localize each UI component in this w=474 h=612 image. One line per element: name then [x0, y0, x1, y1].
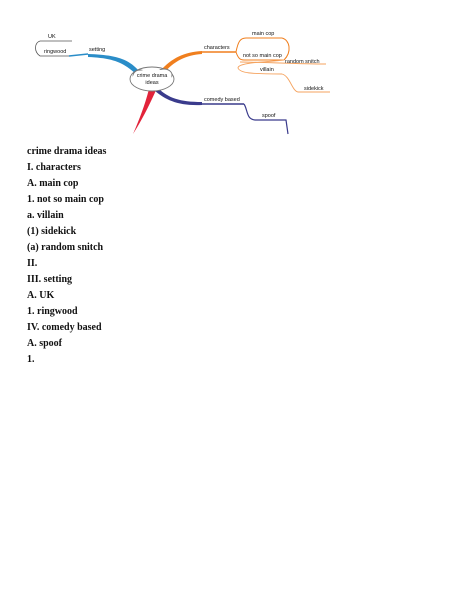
uk-connector — [36, 41, 41, 56]
comedy-branch — [155, 88, 202, 105]
outline-text — [27, 144, 447, 368]
node-comedy-based[interactable]: comedy based — [204, 97, 240, 103]
red-branch — [133, 85, 157, 134]
node-not-so-main-cop[interactable]: not so main cop — [243, 53, 282, 59]
node-setting[interactable]: setting — [89, 47, 106, 53]
spoof-connector — [244, 104, 288, 134]
mind-map-diagram — [0, 0, 474, 150]
outline-line: III. setting — [27, 274, 73, 285]
node-random-snitch[interactable]: random snitch — [285, 59, 320, 65]
node-uk[interactable]: UK — [48, 34, 56, 40]
outline-line: 1. — [27, 354, 35, 365]
outline-line: I. characters — [27, 162, 81, 173]
setting-connector — [69, 54, 88, 56]
center-label-line1: crime drama — [136, 73, 168, 79]
outline-line: A. main cop — [27, 178, 79, 189]
outline-line: II. — [27, 258, 38, 269]
outline-line: crime drama ideas — [27, 146, 107, 157]
outline-line: IV. comedy based — [27, 322, 102, 333]
node-spoof[interactable]: spoof — [262, 113, 276, 119]
node-characters[interactable]: characters — [204, 45, 230, 51]
center-label-line2: ideas — [145, 80, 159, 86]
node-ringwood[interactable]: ringwood — [44, 49, 67, 55]
outline-line: A. spoof — [27, 338, 63, 349]
outline-line: 1. ringwood — [27, 306, 78, 317]
setting-branch — [88, 54, 140, 76]
node-main-cop[interactable]: main cop — [252, 31, 275, 37]
outline-line: 1. not so main cop — [27, 194, 104, 205]
outline-line: A. UK — [27, 290, 55, 301]
node-villain[interactable]: villain — [260, 67, 274, 73]
node-sidekick[interactable]: sidekick — [304, 86, 324, 92]
outline-line: (1) sidekick — [27, 226, 77, 237]
center-node[interactable] — [130, 67, 174, 91]
outline-line: (a) random snitch — [27, 242, 104, 253]
main-cop-connector — [236, 38, 282, 52]
main-cop-tail — [282, 38, 289, 60]
outline-line: a. villain — [27, 210, 64, 221]
